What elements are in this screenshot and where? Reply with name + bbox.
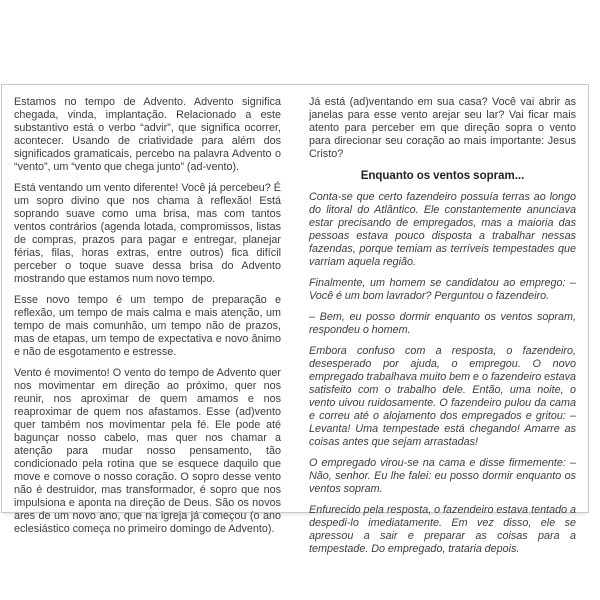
story-paragraph: Enfurecido pela resposta, o fazendeiro estava tentado a despedi-lo imediatamente. Em vez disso, ele se apressou a sair e preparar as coisas para a tempestade. Do empregado, trataria depois.: [309, 504, 576, 555]
paragraph: Está ventando um vento diferente! Você já percebeu? É um sopro divino que nos chama à reflexão! Está soprando suave como uma brisa, mas com tantos ventos contrários (agenda lotada, compromissos, listas de compras, prazos para pagar e entregar, planejar férias, filas, horas extras, entre outros) fica difícil perceber o toque suave dessa brisa do Advento mostrando que estamos num novo tempo.: [14, 182, 281, 285]
paragraph: Esse novo tempo é um tempo de preparação e reflexão, um tempo de mais calma e mais atenção, um tempo de mais comunhão, um tempo não de prazos, mas de etapas, um tempo de expectativa e novo ânimo e não de esgotamento e estresse.: [14, 294, 281, 358]
story-paragraph: Finalmente, um homem se candidatou ao emprego: – Você é um bom lavrador? Perguntou o fazendeiro.: [309, 277, 576, 302]
intro-paragraph: Já está (ad)ventando em sua casa? Você vai abrir as janelas para esse vento arejar seu lar? Vai ficar mais atento para perceber em que direção sopra o vento para direcionar seu coração ao mais importante: Jesus Cristo?: [309, 96, 576, 160]
story-paragraph: – Bem, eu posso dormir enquanto os ventos sopram, respondeu o homem.: [309, 311, 576, 336]
story-heading: Enquanto os ventos sopram...: [360, 170, 525, 182]
right-column: [309, 96, 576, 555]
story-paragraph: O empregado virou-se na cama e disse firmemente: – Não, senhor. Eu lhe falei: eu posso dormir enquanto os ventos sopram.: [309, 457, 576, 495]
story-paragraph: Embora confuso com a resposta, o fazendeiro, desesperado por ajuda, o empregou. O novo empregado trabalhava muito bem e o fazendeiro estava satisfeito com o trabalho dele. Então, uma noite, o vento uivou ruidosamente. O fazendeiro pulou da cama e correu até o alojamento dos empregados e gritou: – Levanta! Uma tempestade está chegando! Amarre as coisas antes que sejam arrastadas!: [309, 345, 576, 448]
story-section: [309, 191, 576, 556]
left-column: [14, 96, 281, 535]
paragraph: Estamos no tempo de Advento. Advento significa chegada, vinda, implantação. Relacionado a este substantivo está o verbo “advir”, que significa ocorrer, acontecer. Usando de criatividade para além dos significados gramaticais, percebo na palavra Advento o “vento”, um “vento que chega junto” (ad-vento).: [14, 96, 281, 173]
story-paragraph: Conta-se que certo fazendeiro possuía terras ao longo do litoral do Atlântico. Ele constantemente anunciava estar precisando de empregados, mas a maioria das pessoas estava pouco disposta a trabalhar nessas fazendas, porque temiam as terríveis tempestades que varriam aquela região.: [309, 191, 576, 268]
content-card: [1, 84, 589, 555]
paragraph: Vento é movimento! O vento do tempo de Advento quer nos movimentar em direção ao próximo, quer nos reunir, nos aproximar de quem amamos e nos reaproximar de quem nos afastamos. Esse (ad)vento quer também nos movimentar pela fé. Ele pode até bagunçar nosso cabelo, mas quer nos chamar a atenção para mudar nosso pensamento, tão condicionado pela rotina que se esquece daquilo que move e comove o nosso coração. O sopro desse vento não é destruidor, mas transformador, é sopro que nos impulsiona e aponta na direção de Deus. São os novos ares de um novo ano, que na igreja já começou (o ano eclesiástico começa no primeiro domingo de Advento).: [14, 367, 281, 535]
